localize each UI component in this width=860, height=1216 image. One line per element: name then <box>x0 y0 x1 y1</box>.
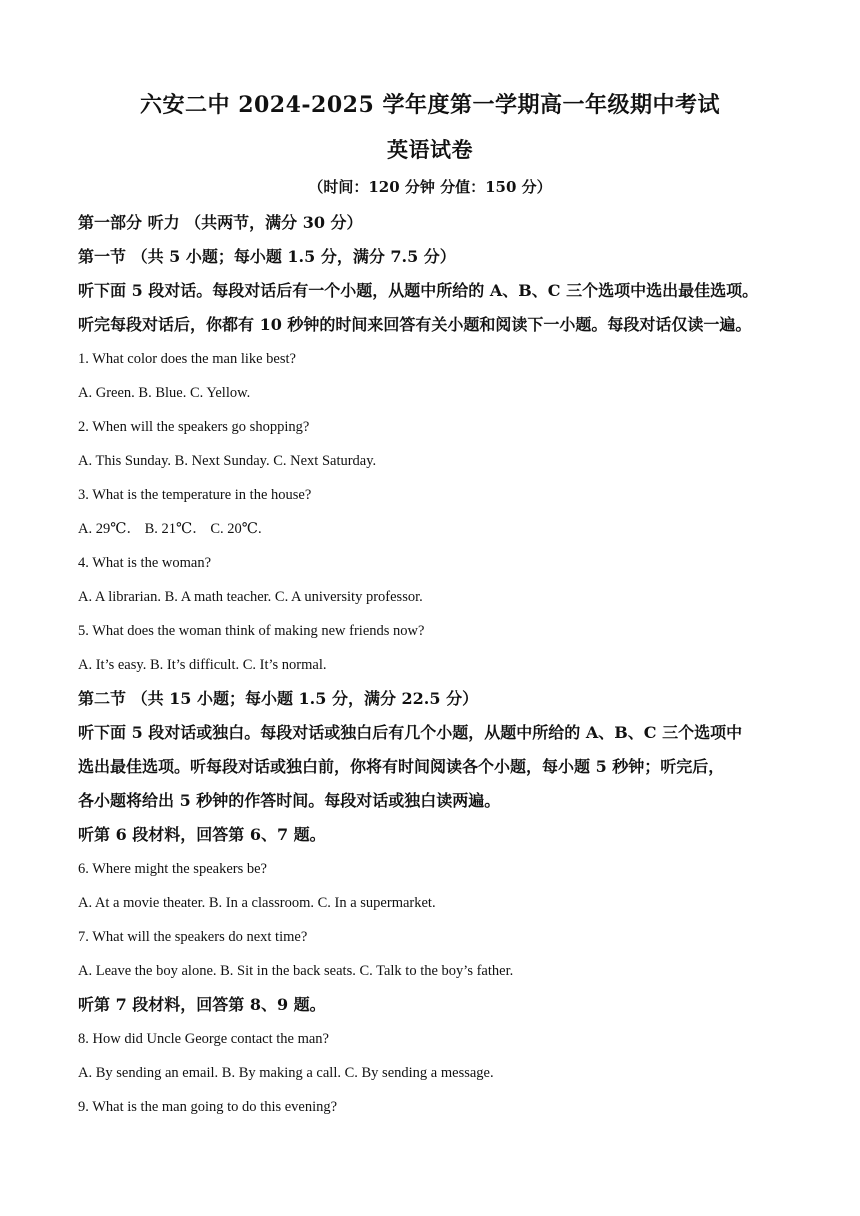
question: 4. What is the woman? <box>78 555 212 571</box>
material-heading: 听第 7 段材料，回答第 8、9 题。 <box>78 995 326 1014</box>
question: 1. What color does the man like best? <box>78 351 296 367</box>
instruction-line: 听完每段对话后，你都有 10 秒钟的时间来回答有关小题和阅读下一小题。每段对话仅读一遍。 <box>78 315 752 334</box>
options: A. Leave the boy alone. B. Sit in the back seats. C. Talk to the boy’s father. <box>78 963 514 979</box>
exam-body <box>78 206 790 1124</box>
question: 6. Where might the speakers be? <box>78 861 267 877</box>
question: 9. What is the man going to do this evening? <box>78 1099 338 1115</box>
exam-meta: （时间：120 分钟 分值：150 分） <box>308 178 552 196</box>
exam-title: 六安二中 2024-2025 学年度第一学期高一年级期中考试 <box>140 92 720 118</box>
options: A. At a movie theater. B. In a classroom. C. In a supermarket. <box>78 895 436 911</box>
options: A. It’s easy. B. It’s difficult. C. It’s normal. <box>78 657 327 673</box>
instruction-line: 听下面 5 段对话或独白。每段对话或独白后有几个小题，从题中所给的 A、B、C 三个选项中 <box>78 723 743 742</box>
part-heading: 第一部分 听力 （共两节，满分 30 分） <box>78 213 363 232</box>
options: A. This Sunday. B. Next Sunday. C. Next Saturday. <box>78 453 377 469</box>
question: 3. What is the temperature in the house? <box>78 487 312 503</box>
section-heading: 第一节 （共 5 小题；每小题 1.5 分，满分 7.5 分） <box>78 247 456 266</box>
exam-subtitle: 英语试卷 <box>387 137 473 162</box>
section-heading: 第二节 （共 15 小题；每小题 1.5 分，满分 22.5 分） <box>78 689 479 708</box>
options: A. By sending an email. B. By making a call. C. By sending a message. <box>78 1065 494 1081</box>
question: 2. When will the speakers go shopping? <box>78 419 310 435</box>
options: A. Green. B. Blue. C. Yellow. <box>78 385 251 401</box>
question: 5. What does the woman think of making new friends now? <box>78 623 425 639</box>
material-heading: 听第 6 段材料，回答第 6、7 题。 <box>78 825 326 844</box>
question: 7. What will the speakers do next time? <box>78 929 308 945</box>
options: A. A librarian. B. A math teacher. C. A university professor. <box>78 589 423 605</box>
instruction-line: 听下面 5 段对话。每段对话后有一个小题，从题中所给的 A、B、C 三个选项中选出最佳选项。 <box>78 281 759 300</box>
options: A. 29℃． B. 21℃． C. 20℃. <box>78 521 262 537</box>
instruction-line: 各小题将给出 5 秒钟的作答时间。每段对话或独白读两遍。 <box>78 791 501 810</box>
question: 8. How did Uncle George contact the man? <box>78 1031 329 1047</box>
instruction-line: 选出最佳选项。听每段对话或独白前，你将有时间阅读各个小题，每小题 5 秒钟；听完后， <box>78 757 725 776</box>
